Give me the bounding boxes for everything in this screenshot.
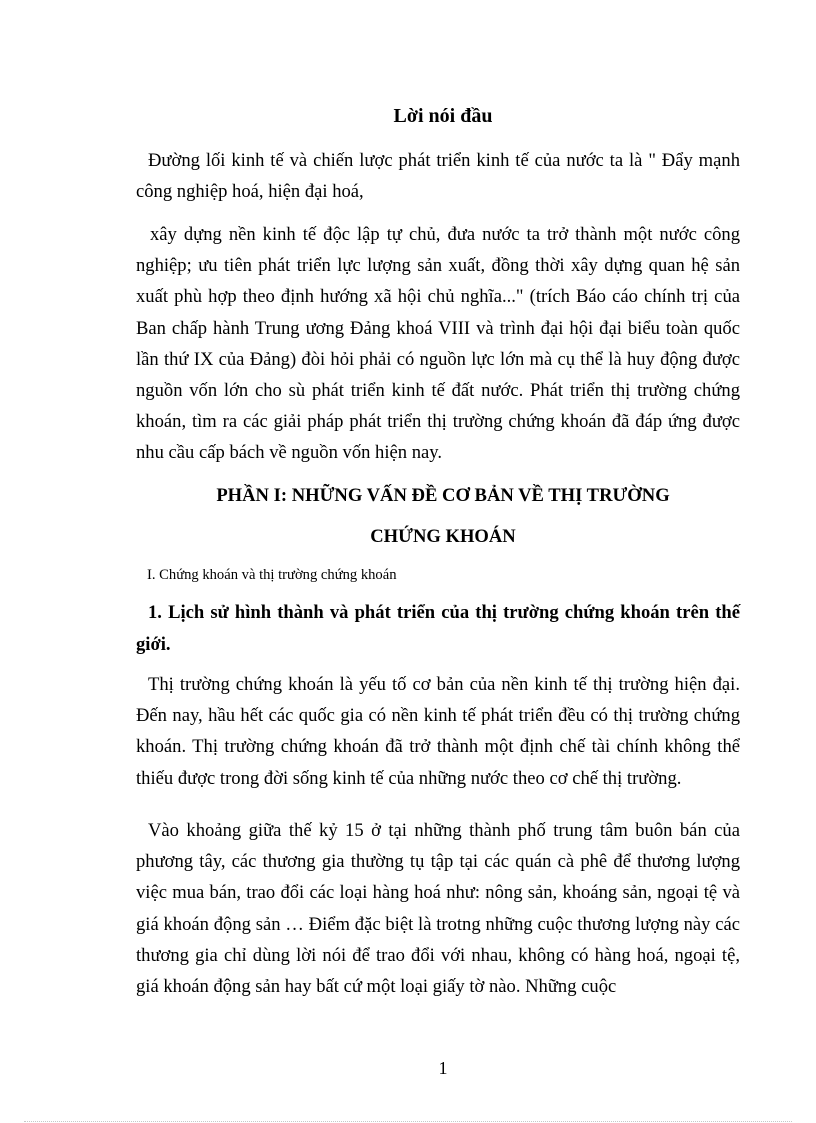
page-number: 1 <box>438 1058 448 1078</box>
section-label: I. Chứng khoán và thị trường chứng khoán <box>147 567 397 583</box>
body-paragraph-1: Thị trường chứng khoán là yếu tố cơ bản của nền kinh tế thị trường hiện đại. Đến nay, hầu hết các quốc gia có nền kinh tế phát triển đều có thị trường chứng khoán. Thị trường chứng khoán đã trở thành một định chế tài chính không thể thiếu được trong đời sống kinh tế của những nước theo cơ chế thị trường. <box>136 674 740 789</box>
page-title: Lời nói đầu <box>393 105 493 127</box>
intro-paragraph-1: Đường lối kinh tế và chiến lược phát triển kinh tế của nước ta là " Đẩy mạnh công nghiệp hoá, hiện đại hoá, <box>136 150 740 203</box>
body-paragraph-2: Vào khoảng giữa thế kỷ 15 ở tại những thành phố trung tâm buôn bán của phương tây, các thương gia thường tụ tập tại các quán cà phê để thương lượng việc mua bán, trao đổi các loại hàng hoá như: nông sản, khoáng sản, ngoại tệ và giá khoán động sản … Điểm đặc biệt là trotng những cuộc thương lượng này các thương gia chỉ dùng lời nói để trao đổi với nhau, không có hàng hoá, ngoại tệ, giá khoán động sản hay bất cứ một loại giấy tờ nào. Những cuộc <box>136 820 740 998</box>
page-bottom-divider <box>24 1121 792 1122</box>
part-heading-line-1: PHẦN I: NHỮNG VẤN ĐỀ CƠ BẢN VỀ THỊ TRƯỜNG <box>216 485 670 506</box>
intro-paragraph-2: xây dựng nền kinh tế độc lập tự chủ, đưa nước ta trở thành một nước công nghiệp; ưu tiên phát triển lực lượng sản xuất, đồng thời xây dựng quan hệ sản xuất phù hợp theo định hướng xã hội chủ nghĩa..." (trích Báo cáo chính trị của Ban chấp hành Trung ương Đảng khoá VIII và trình đại hội đại biểu toàn quốc lần thứ IX của Đảng) đòi hỏi phải có nguồn lực lớn mà cụ thể là huy động được nguồn vốn lớn cho sù phát triển kinh tế đất nước. Phát triển thị trường chứng khoán, tìm ra các giải pháp phát triển thị trường chứng khoán đã đáp ứng được nhu cầu cấp bách về nguồn vốn hiện nay. <box>136 224 740 464</box>
subsection-heading: 1. Lịch sử hình thành và phát triển của thị trường chứng khoán trên thế giới. <box>136 602 740 655</box>
part-heading-line-2: CHỨNG KHOÁN <box>370 526 516 547</box>
